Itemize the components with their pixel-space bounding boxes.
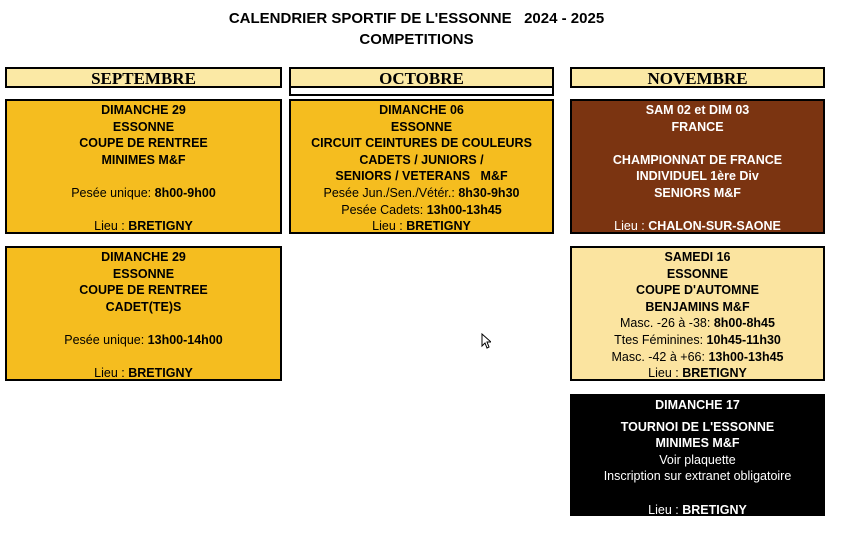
event-name: COUPE D'AUTOMNE: [636, 283, 759, 298]
event-date: DIMANCHE 17: [655, 398, 740, 412]
event-weighin-masc-heavy: [572, 349, 823, 366]
weighin-label: Masc. -42 à +66:: [611, 349, 709, 364]
weighin-label: Pesée unique:: [71, 185, 155, 200]
event-category: MINIMES M&F: [655, 436, 740, 451]
event-place: [572, 218, 823, 235]
event-card-nov-coupe-automne: [570, 246, 825, 381]
place-label: Lieu :: [648, 366, 683, 381]
event-card-sep-coupe-rentree-cadets: [5, 246, 282, 381]
page-title: CALENDRIER SPORTIF DE L'ESSONNE 2024 - 2025: [228, 10, 605, 27]
weighin-time: 8h30-9h30: [458, 185, 520, 200]
place-label: Lieu :: [614, 219, 649, 234]
place-label: Lieu :: [648, 502, 683, 517]
place-value: BRETIGNY: [128, 219, 193, 234]
weighin-time: 13h00-13h45: [426, 202, 502, 217]
event-region: ESSONNE: [390, 119, 453, 134]
blank-row: [7, 349, 280, 366]
event-name: TOURNOI DE L'ESSONNE: [620, 419, 775, 434]
weighin-time: 8h00-9h00: [154, 185, 216, 200]
place-value: BRETIGNY: [682, 366, 747, 381]
blank-row: [7, 315, 280, 332]
weighin-label: Ttes Féminines:: [614, 332, 707, 347]
event-card-sep-coupe-rentree-minimes: [5, 99, 282, 234]
event-region: ESSONNE: [112, 266, 175, 281]
event-name: COUPE DE RENTREE: [79, 283, 208, 298]
event-name: CIRCUIT CEINTURES DE COULEURS: [311, 136, 532, 151]
event-category: MINIMES M&F: [101, 152, 186, 167]
event-place: [572, 502, 823, 519]
event-card-nov-tournoi-essonne: [570, 394, 825, 516]
event-weighin: [7, 185, 280, 202]
weighin-time: 8h00-8h45: [713, 316, 775, 331]
event-date: DIMANCHE 06: [379, 103, 464, 117]
event-weighin-cadets: [291, 202, 552, 219]
weighin-label: Pesée Jun./Sen./Vétér.:: [323, 185, 459, 200]
event-region: FRANCE: [671, 119, 724, 134]
event-weighin-masc-light: [572, 315, 823, 332]
event-place: [7, 218, 280, 235]
place-label: Lieu :: [94, 366, 129, 381]
event-note-plaquette: Voir plaquette: [659, 452, 736, 467]
event-place: [291, 218, 552, 235]
place-value: BRETIGNY: [682, 502, 747, 517]
weighin-label: Masc. -26 à -38:: [620, 316, 714, 331]
event-category-line1: CADETS / JUNIORS /: [359, 152, 484, 167]
weighin-time: 13h00-14h00: [147, 332, 223, 347]
event-date: DIMANCHE 29: [101, 250, 186, 264]
event-region: ESSONNE: [112, 119, 175, 134]
event-name-line2: INDIVIDUEL 1ère Div: [636, 169, 759, 184]
blank-row: [7, 202, 280, 219]
event-card-oct-circuit-ceintures: [289, 99, 554, 234]
event-note-inscription: Inscription sur extranet obligatoire: [603, 469, 792, 484]
blank-row: [572, 485, 823, 502]
event-place: [7, 365, 280, 382]
weighin-time: 13h00-13h45: [708, 349, 784, 364]
event-weighin: [7, 332, 280, 349]
blank-row: [572, 135, 823, 152]
event-category-line2: SENIORS / VETERANS M&F: [335, 169, 508, 184]
place-value: BRETIGNY: [128, 366, 193, 381]
event-date: SAMEDI 16: [664, 250, 731, 264]
event-card-nov-championnat-france: [570, 99, 825, 234]
blank-row: [7, 168, 280, 185]
blank-row: [572, 202, 823, 219]
place-label: Lieu :: [94, 219, 129, 234]
weighin-time: 10h45-11h30: [706, 332, 781, 347]
event-region: ESSONNE: [666, 266, 729, 281]
event-name: COUPE DE RENTREE: [79, 136, 208, 151]
event-category: BENJAMINS M&F: [645, 299, 750, 314]
month-header-november: NOVEMBRE: [570, 67, 825, 88]
event-date: SAM 02 et DIM 03: [645, 103, 750, 117]
month-header-september: SEPTEMBRE: [5, 67, 282, 88]
event-weighin-seniors: [291, 185, 552, 202]
event-place: [572, 365, 823, 382]
weighin-label: Pesée unique:: [64, 332, 148, 347]
event-category: SENIORS M&F: [654, 185, 741, 200]
weighin-label: Pesée Cadets:: [341, 202, 427, 217]
place-value: CHALON-SUR-SAONE: [648, 219, 781, 234]
month-header-october: OCTOBRE: [289, 67, 554, 88]
event-date: DIMANCHE 29: [101, 103, 186, 117]
event-category: CADET(TE)S: [105, 299, 182, 314]
place-label: Lieu :: [372, 219, 407, 234]
event-weighin-feminines: [572, 332, 823, 349]
place-value: BRETIGNY: [406, 219, 471, 234]
event-name-line1: CHAMPIONNAT DE FRANCE: [612, 152, 783, 167]
page-subtitle: COMPETITIONS: [359, 31, 474, 48]
mouse-cursor-icon: [481, 333, 491, 349]
